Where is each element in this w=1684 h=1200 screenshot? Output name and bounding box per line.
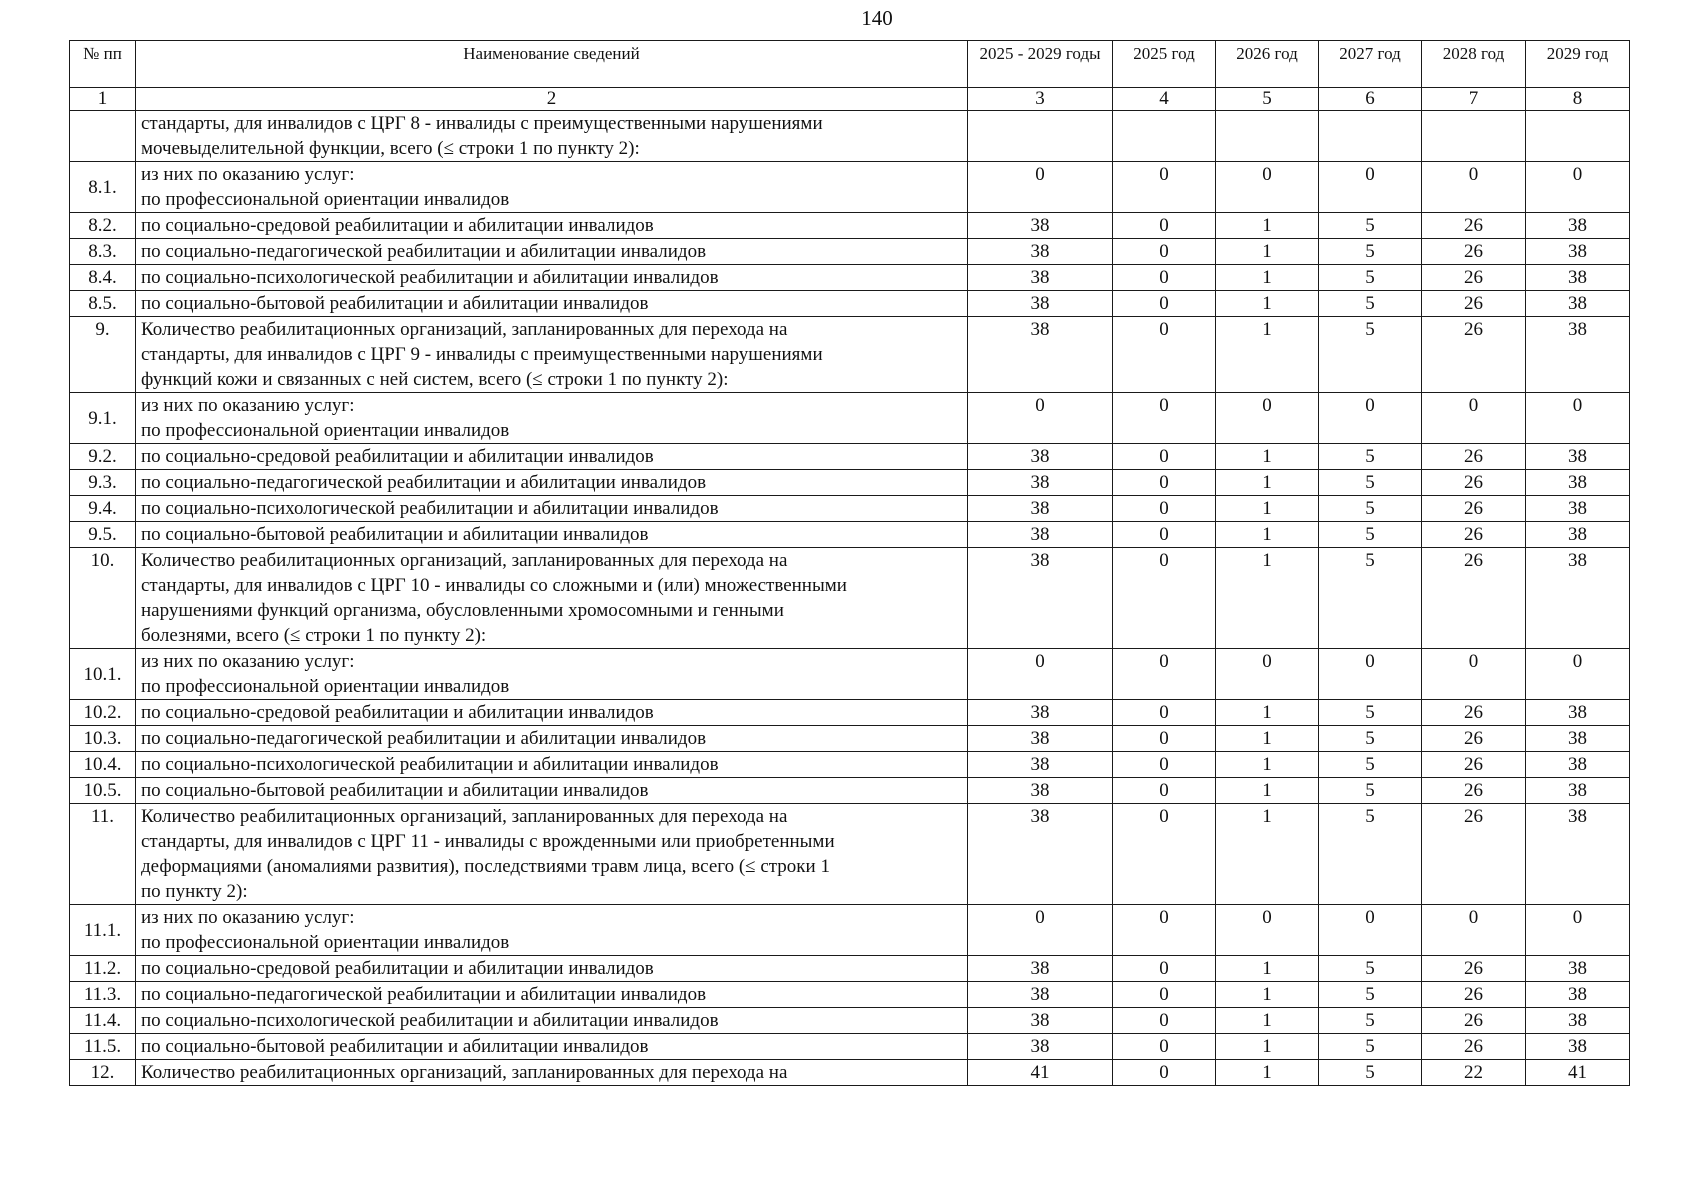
row-name — [136, 265, 968, 291]
row-number: 10. — [70, 548, 136, 649]
row-number: 8.4. — [70, 265, 136, 291]
row-value: 38 — [1526, 726, 1630, 752]
table-row — [70, 239, 1630, 265]
row-value: 38 — [968, 444, 1113, 470]
row-name-line: по социально-средовой реабилитации и абилитации инвалидов — [141, 702, 654, 723]
row-value: 5 — [1319, 317, 1422, 393]
row-name — [136, 239, 968, 265]
table-body — [70, 111, 1630, 1086]
row-name-line: из них по оказанию услуг: — [141, 651, 355, 672]
row-name-line: стандарты, для инвалидов с ЦРГ 8 - инвалиды с преимущественными нарушениями — [141, 113, 823, 134]
row-value: 0 — [1113, 778, 1216, 804]
row-value: 1 — [1216, 470, 1319, 496]
row-value: 5 — [1319, 444, 1422, 470]
column-number: 5 — [1216, 88, 1319, 111]
row-value: 0 — [1113, 752, 1216, 778]
row-number: 11.3. — [70, 982, 136, 1008]
header-row — [70, 41, 1630, 88]
row-value: 26 — [1422, 522, 1526, 548]
row-value: 38 — [1526, 700, 1630, 726]
row-name-line: стандарты, для инвалидов с ЦРГ 10 - инвалиды со сложными и (или) множественными — [141, 575, 847, 596]
page-number: 140 — [861, 6, 893, 30]
row-value: 5 — [1319, 548, 1422, 649]
row-number: 10.2. — [70, 700, 136, 726]
row-name — [136, 470, 968, 496]
row-value: 0 — [1113, 393, 1216, 444]
row-value: 38 — [1526, 444, 1630, 470]
row-name-line: по социально-психологической реабилитации и абилитации инвалидов — [141, 267, 719, 288]
row-name-line: Количество реабилитационных организаций, запланированных для перехода на — [141, 319, 788, 340]
row-value: 0 — [1113, 1060, 1216, 1086]
row-value: 38 — [968, 1034, 1113, 1060]
row-value: 26 — [1422, 700, 1526, 726]
row-name — [136, 522, 968, 548]
table-row — [70, 496, 1630, 522]
table-row — [70, 700, 1630, 726]
row-value: 0 — [1113, 496, 1216, 522]
row-name — [136, 726, 968, 752]
row-value: 0 — [1113, 700, 1216, 726]
row-value: 0 — [1526, 905, 1630, 956]
row-name-line: по социально-средовой реабилитации и абилитации инвалидов — [141, 446, 654, 467]
row-value: 38 — [968, 496, 1113, 522]
row-value — [1526, 111, 1630, 162]
header-year-2027: 2027 год — [1319, 41, 1422, 88]
row-value: 5 — [1319, 522, 1422, 548]
row-name-line: по социально-средовой реабилитации и абилитации инвалидов — [141, 215, 654, 236]
row-value: 38 — [968, 265, 1113, 291]
row-value: 1 — [1216, 213, 1319, 239]
row-value: 38 — [968, 239, 1113, 265]
row-value: 38 — [1526, 804, 1630, 905]
row-value — [1422, 111, 1526, 162]
row-value: 38 — [1526, 522, 1630, 548]
row-value: 0 — [1319, 162, 1422, 213]
column-number-row — [70, 88, 1630, 111]
row-number: 10.4. — [70, 752, 136, 778]
row-name — [136, 444, 968, 470]
table-row — [70, 1034, 1630, 1060]
table-row — [70, 444, 1630, 470]
row-name-line: по социально-психологической реабилитации и абилитации инвалидов — [141, 498, 719, 519]
row-value — [1113, 111, 1216, 162]
row-value: 38 — [968, 213, 1113, 239]
column-number: 6 — [1319, 88, 1422, 111]
table-row — [70, 265, 1630, 291]
header-year-total: 2025 - 2029 годы — [968, 41, 1113, 88]
row-number: 11.1. — [70, 905, 136, 956]
row-value: 0 — [1113, 1008, 1216, 1034]
row-value: 1 — [1216, 291, 1319, 317]
row-value: 0 — [1216, 649, 1319, 700]
row-value: 1 — [1216, 265, 1319, 291]
row-value: 0 — [1113, 162, 1216, 213]
row-value: 0 — [1113, 470, 1216, 496]
row-value: 1 — [1216, 752, 1319, 778]
row-name-line: стандарты, для инвалидов с ЦРГ 9 - инвалиды с преимущественными нарушениями — [141, 344, 823, 365]
table-row — [70, 804, 1630, 905]
row-value: 26 — [1422, 1034, 1526, 1060]
row-value: 0 — [968, 393, 1113, 444]
row-value: 26 — [1422, 956, 1526, 982]
row-name-line: из них по оказанию услуг: — [141, 164, 355, 185]
row-value: 0 — [1422, 649, 1526, 700]
row-value: 1 — [1216, 778, 1319, 804]
row-value: 0 — [1113, 265, 1216, 291]
row-value: 0 — [1319, 393, 1422, 444]
row-value — [1216, 111, 1319, 162]
row-name-line: мочевыделительной функции, всего (≤ строки 1 по пункту 2): — [141, 138, 640, 159]
header-name: Наименование сведений — [136, 41, 968, 88]
row-value: 38 — [1526, 982, 1630, 1008]
row-name-line: по социально-психологической реабилитации и абилитации инвалидов — [141, 754, 719, 775]
row-number: 9.1. — [70, 393, 136, 444]
row-name — [136, 649, 968, 700]
row-value: 5 — [1319, 778, 1422, 804]
row-name — [136, 317, 968, 393]
row-number: 11.2. — [70, 956, 136, 982]
row-value: 5 — [1319, 239, 1422, 265]
row-value: 26 — [1422, 726, 1526, 752]
row-value: 0 — [1216, 393, 1319, 444]
table-row — [70, 752, 1630, 778]
row-value: 1 — [1216, 522, 1319, 548]
row-value — [1319, 111, 1422, 162]
row-name-line: по профессиональной ориентации инвалидов — [141, 676, 510, 697]
row-number: 8.2. — [70, 213, 136, 239]
row-name — [136, 548, 968, 649]
row-value: 0 — [1113, 649, 1216, 700]
table-row — [70, 1008, 1630, 1034]
row-name-line: функций кожи и связанных с ней систем, всего (≤ строки 1 по пункту 2): — [141, 369, 729, 390]
row-value: 1 — [1216, 726, 1319, 752]
row-name-line: Количество реабилитационных организаций, запланированных для перехода на — [141, 550, 788, 571]
data-table — [69, 40, 1630, 1086]
row-value: 0 — [1526, 649, 1630, 700]
row-value: 5 — [1319, 1008, 1422, 1034]
column-number: 4 — [1113, 88, 1216, 111]
header-year-2025: 2025 год — [1113, 41, 1216, 88]
row-name-line: деформациями (аномалиями развития), последствиями травм лица, всего (≤ строки 1 — [141, 856, 830, 877]
row-value: 1 — [1216, 239, 1319, 265]
row-value: 5 — [1319, 265, 1422, 291]
row-name — [136, 291, 968, 317]
row-name-line: по социально-средовой реабилитации и абилитации инвалидов — [141, 958, 654, 979]
row-value: 5 — [1319, 982, 1422, 1008]
column-number: 8 — [1526, 88, 1630, 111]
row-value: 0 — [1113, 726, 1216, 752]
row-value: 5 — [1319, 470, 1422, 496]
row-name-line: по профессиональной ориентации инвалидов — [141, 189, 510, 210]
row-value: 38 — [968, 956, 1113, 982]
header-year-2029: 2029 год — [1526, 41, 1630, 88]
row-number: 11. — [70, 804, 136, 905]
row-value: 5 — [1319, 700, 1422, 726]
row-value: 1 — [1216, 444, 1319, 470]
row-name — [136, 1008, 968, 1034]
row-value: 5 — [1319, 496, 1422, 522]
row-value: 1 — [1216, 317, 1319, 393]
row-value: 26 — [1422, 213, 1526, 239]
row-name — [136, 778, 968, 804]
row-value: 26 — [1422, 804, 1526, 905]
row-value: 1 — [1216, 1060, 1319, 1086]
row-value: 38 — [1526, 1034, 1630, 1060]
row-value: 1 — [1216, 1034, 1319, 1060]
column-number: 7 — [1422, 88, 1526, 111]
row-number: 11.4. — [70, 1008, 136, 1034]
row-number: 10.3. — [70, 726, 136, 752]
header-year-2026: 2026 год — [1216, 41, 1319, 88]
row-value: 38 — [968, 1008, 1113, 1034]
row-name — [136, 1060, 968, 1086]
row-value: 38 — [1526, 317, 1630, 393]
row-value: 0 — [1113, 804, 1216, 905]
row-name — [136, 1034, 968, 1060]
row-number: 8.3. — [70, 239, 136, 265]
row-value: 26 — [1422, 496, 1526, 522]
table-row — [70, 470, 1630, 496]
row-value: 38 — [968, 291, 1113, 317]
row-name — [136, 982, 968, 1008]
table-row — [70, 213, 1630, 239]
row-name-line: по социально-педагогической реабилитации и абилитации инвалидов — [141, 472, 707, 493]
column-number: 2 — [136, 88, 968, 111]
table-row — [70, 317, 1630, 393]
table-row — [70, 291, 1630, 317]
row-value: 0 — [1422, 905, 1526, 956]
row-value: 5 — [1319, 956, 1422, 982]
row-name — [136, 905, 968, 956]
row-value: 0 — [1113, 905, 1216, 956]
row-value: 26 — [1422, 1008, 1526, 1034]
row-value: 38 — [1526, 213, 1630, 239]
row-value: 38 — [968, 317, 1113, 393]
row-value: 0 — [1113, 213, 1216, 239]
row-value: 0 — [1526, 393, 1630, 444]
row-value: 0 — [968, 905, 1113, 956]
row-value: 5 — [1319, 804, 1422, 905]
row-name-line: по социально-бытовой реабилитации и абилитации инвалидов — [141, 1036, 649, 1057]
row-value: 38 — [1526, 291, 1630, 317]
row-value: 0 — [1113, 291, 1216, 317]
row-value: 5 — [1319, 726, 1422, 752]
row-name-line: по профессиональной ориентации инвалидов — [141, 420, 510, 441]
row-name-line: болезнями, всего (≤ строки 1 по пункту 2): — [141, 625, 487, 646]
table-row — [70, 162, 1630, 213]
row-value: 0 — [1319, 649, 1422, 700]
row-value: 38 — [968, 470, 1113, 496]
row-value: 26 — [1422, 239, 1526, 265]
row-value: 1 — [1216, 982, 1319, 1008]
row-value: 0 — [1216, 162, 1319, 213]
row-number: 12. — [70, 1060, 136, 1086]
row-name-line: по социально-бытовой реабилитации и абилитации инвалидов — [141, 293, 649, 314]
row-value: 38 — [968, 982, 1113, 1008]
table-row — [70, 393, 1630, 444]
row-value: 26 — [1422, 444, 1526, 470]
row-value: 0 — [1319, 905, 1422, 956]
row-value: 26 — [1422, 548, 1526, 649]
row-name-line: по социально-бытовой реабилитации и абилитации инвалидов — [141, 780, 649, 801]
row-value: 1 — [1216, 548, 1319, 649]
row-name-line: по социально-психологической реабилитации и абилитации инвалидов — [141, 1010, 719, 1031]
row-value: 0 — [1526, 162, 1630, 213]
row-name — [136, 162, 968, 213]
row-value: 38 — [1526, 752, 1630, 778]
row-name-line: стандарты, для инвалидов с ЦРГ 11 - инвалиды с врожденными или приобретенными — [141, 831, 835, 852]
row-value: 0 — [1113, 1034, 1216, 1060]
row-value: 26 — [1422, 265, 1526, 291]
row-value: 26 — [1422, 470, 1526, 496]
row-value: 26 — [1422, 317, 1526, 393]
row-value — [968, 111, 1113, 162]
row-value: 0 — [968, 162, 1113, 213]
row-name — [136, 700, 968, 726]
row-name-line: по социально-бытовой реабилитации и абилитации инвалидов — [141, 524, 649, 545]
row-name-line: по профессиональной ориентации инвалидов — [141, 932, 510, 953]
row-value: 26 — [1422, 291, 1526, 317]
row-name — [136, 752, 968, 778]
row-value: 38 — [1526, 548, 1630, 649]
row-value: 5 — [1319, 213, 1422, 239]
row-name-line: по социально-педагогической реабилитации и абилитации инвалидов — [141, 241, 707, 262]
row-name-line: по пункту 2): — [141, 881, 248, 902]
row-value: 5 — [1319, 291, 1422, 317]
column-number: 1 — [70, 88, 136, 111]
row-name-line: Количество реабилитационных организаций, запланированных для перехода на — [141, 1062, 788, 1083]
row-value: 0 — [1113, 522, 1216, 548]
row-number: 9.2. — [70, 444, 136, 470]
row-number: 10.1. — [70, 649, 136, 700]
row-number: 9.3. — [70, 470, 136, 496]
row-value: 0 — [1422, 393, 1526, 444]
row-value: 38 — [1526, 265, 1630, 291]
row-value: 1 — [1216, 700, 1319, 726]
row-number: 9. — [70, 317, 136, 393]
row-name-line: из них по оказанию услуг: — [141, 395, 355, 416]
header-no: № пп — [70, 41, 136, 88]
table-row — [70, 982, 1630, 1008]
row-name-line: Количество реабилитационных организаций, запланированных для перехода на — [141, 806, 788, 827]
row-name — [136, 111, 968, 162]
row-value: 0 — [1422, 162, 1526, 213]
row-name — [136, 213, 968, 239]
row-value: 38 — [968, 522, 1113, 548]
row-value: 5 — [1319, 1060, 1422, 1086]
row-name-line: по социально-педагогической реабилитации и абилитации инвалидов — [141, 984, 707, 1005]
row-number: 9.4. — [70, 496, 136, 522]
table-row — [70, 649, 1630, 700]
row-name — [136, 956, 968, 982]
row-value: 41 — [1526, 1060, 1630, 1086]
row-value: 41 — [968, 1060, 1113, 1086]
row-value: 38 — [968, 726, 1113, 752]
row-value: 1 — [1216, 804, 1319, 905]
row-value: 38 — [968, 804, 1113, 905]
row-value: 38 — [1526, 956, 1630, 982]
row-name — [136, 804, 968, 905]
table-row — [70, 522, 1630, 548]
row-value: 0 — [1113, 548, 1216, 649]
row-value: 38 — [968, 548, 1113, 649]
row-name-line: нарушениями функций организма, обусловленными хромосомными и генными — [141, 600, 784, 621]
row-value: 26 — [1422, 752, 1526, 778]
row-value: 0 — [1113, 956, 1216, 982]
row-number: 9.5. — [70, 522, 136, 548]
row-value: 0 — [968, 649, 1113, 700]
table-row — [70, 548, 1630, 649]
row-name-line: по социально-педагогической реабилитации и абилитации инвалидов — [141, 728, 707, 749]
row-value: 38 — [1526, 1008, 1630, 1034]
row-number: 11.5. — [70, 1034, 136, 1060]
row-value: 1 — [1216, 496, 1319, 522]
table-row — [70, 956, 1630, 982]
row-value: 38 — [968, 700, 1113, 726]
row-name — [136, 496, 968, 522]
row-value: 22 — [1422, 1060, 1526, 1086]
table-row — [70, 1060, 1630, 1086]
row-value: 38 — [1526, 239, 1630, 265]
row-value: 0 — [1216, 905, 1319, 956]
header-year-2028: 2028 год — [1422, 41, 1526, 88]
table-row — [70, 905, 1630, 956]
row-name-line: из них по оказанию услуг: — [141, 907, 355, 928]
row-value: 38 — [1526, 496, 1630, 522]
row-number: 8.5. — [70, 291, 136, 317]
row-number — [70, 111, 136, 162]
row-value: 0 — [1113, 317, 1216, 393]
row-number: 10.5. — [70, 778, 136, 804]
row-value: 5 — [1319, 752, 1422, 778]
row-value: 0 — [1113, 239, 1216, 265]
row-value: 38 — [1526, 470, 1630, 496]
row-name — [136, 393, 968, 444]
row-value: 38 — [968, 752, 1113, 778]
row-value: 26 — [1422, 778, 1526, 804]
row-value: 0 — [1113, 444, 1216, 470]
row-number: 8.1. — [70, 162, 136, 213]
row-value: 1 — [1216, 956, 1319, 982]
row-value: 1 — [1216, 1008, 1319, 1034]
column-number: 3 — [968, 88, 1113, 111]
row-value: 5 — [1319, 1034, 1422, 1060]
table-row — [70, 778, 1630, 804]
row-value: 26 — [1422, 982, 1526, 1008]
table-row — [70, 111, 1630, 162]
row-value: 0 — [1113, 982, 1216, 1008]
row-value: 38 — [1526, 778, 1630, 804]
row-value: 38 — [968, 778, 1113, 804]
table-row — [70, 726, 1630, 752]
